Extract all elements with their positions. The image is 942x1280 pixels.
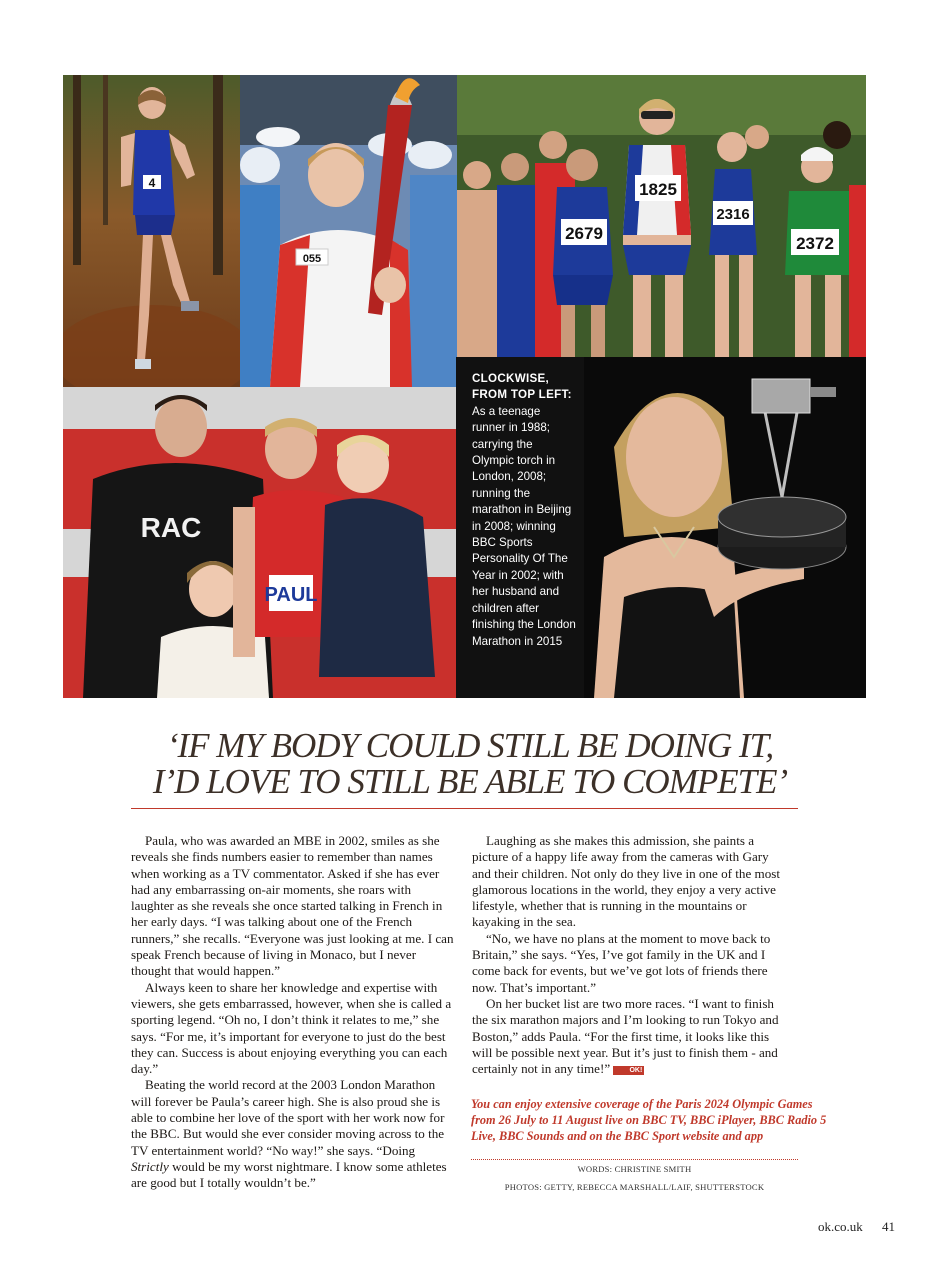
paragraph: Paula, who was awarded an MBE in 2002, smiles as she reveals she finds numbers easier to remember than names when working as a TV commentator. Asked if she has ever had any embarrassing on-air moments, she roars with laughter as she reveals she once started talking in French in her early days. “I was talking about one of the French runners,” she recalls. “Everyone was just looking at me. I can speak French because of living in Monaco, but I never thought that would happen.”: [131, 833, 454, 979]
caption-lead: CLOCKWISE, FROM TOP LEFT:: [472, 372, 572, 402]
headline-line-2: I’D LOVE TO STILL BE ABLE TO COMPETE’: [152, 762, 788, 801]
paragraph: Laughing as she makes this admission, she paints a picture of a happy life away from the cameras with Gary and their children. Not only do they live in one of the most glamorous locations in the world, they enjoy a very active lifestyle, whether that is running in the mountains or kayaking in the sea.: [472, 833, 781, 930]
article-column-right: [472, 833, 790, 1077]
photo-family-london-marathon: [63, 387, 456, 698]
page-number: 41: [882, 1219, 895, 1234]
photo-teen-runner: [63, 75, 240, 387]
marathon-bib-2316: 2316: [716, 206, 750, 223]
marathon-bib-2372: 2372: [796, 234, 834, 253]
family-bib-text: PAUL: [264, 584, 318, 606]
family-jacket-text: RAC: [140, 512, 202, 543]
photo-olympic-torch: [240, 75, 457, 387]
paragraph: On her bucket list are two more races. “I want to finish the six marathon majors and I’m looking to run Tokyo and Boston,” adds Paula. “For the first time, it looks like this will be possible next year. But it’s just to finish them - and certainly not in any time!” OK!: [472, 995, 779, 1077]
torch-bib-number: 055: [302, 253, 322, 265]
credit-photos: PHOTOS: GETTY, REBECCA MARSHALL/LAIF, SHUTTERSTOCK: [504, 1182, 765, 1192]
ok-end-mark: OK!: [613, 1066, 644, 1075]
marathon-bib-1825: 1825: [639, 180, 677, 199]
credit-words: WORDS: CHRISTINE SMITH: [577, 1164, 692, 1174]
paragraph: “No, we have no plans at the moment to move back to Britain,” she says. “Yes, I’ve got family in the UK and I come back for events, but we’ve got lots of friends there now. That’s important.”: [472, 930, 771, 995]
headline: [130, 728, 810, 800]
caption-text: As a teenage runner in 1988; carrying the Olympic torch in London, 2008; running the marathon in Beijing in 2008; winning BBC Sports Personality Of The Year in 2002; with her husband and children after finishing the London Marathon in 2015: [472, 404, 576, 648]
photo-beijing-marathon: [457, 75, 866, 357]
credits-divider: [471, 1159, 798, 1160]
photo-caption: [456, 357, 584, 698]
paragraph: Beating the world record at the 2003 London Marathon will forever be Paula’s career high. She is also proud she is able to combine her love of the sport with her work now for the BBC. But would she ever consider moving across to the TV entertainment world? “No way!” she says. “Doing Strictly would be my worst nightmare. I know some athletes are good but I totally wouldn’t be.”: [131, 1077, 447, 1191]
bbc-coverage-promo: You can enjoy extensive coverage of the Paris 2024 Olympic Games from 26 July to 11 August live on BBC TV, BBC iPlayer, BBC Radio 5 Live, BBC Sounds and on the BBC Sport website and app: [471, 1097, 827, 1143]
footer-site: ok.co.uk: [818, 1219, 863, 1234]
headline-line-1: ‘IF MY BODY COULD STILL BE DOING IT,: [166, 726, 774, 765]
headline-divider: [131, 808, 798, 809]
paragraph: Always keen to share her knowledge and expertise with viewers, she gets embarrassed, however, when she is called a sporting legend. “Oh no, I don’t think it relates to me,” she says. “For me, it’s important for everyone to just do the best they can. Success is about enjoying everything you can each day.”: [131, 979, 452, 1077]
article-column-left: [131, 833, 456, 1192]
photo-spoty-award: [584, 357, 866, 698]
teen-bib-number: 4: [148, 176, 156, 190]
marathon-bib-2679: 2679: [565, 224, 603, 243]
